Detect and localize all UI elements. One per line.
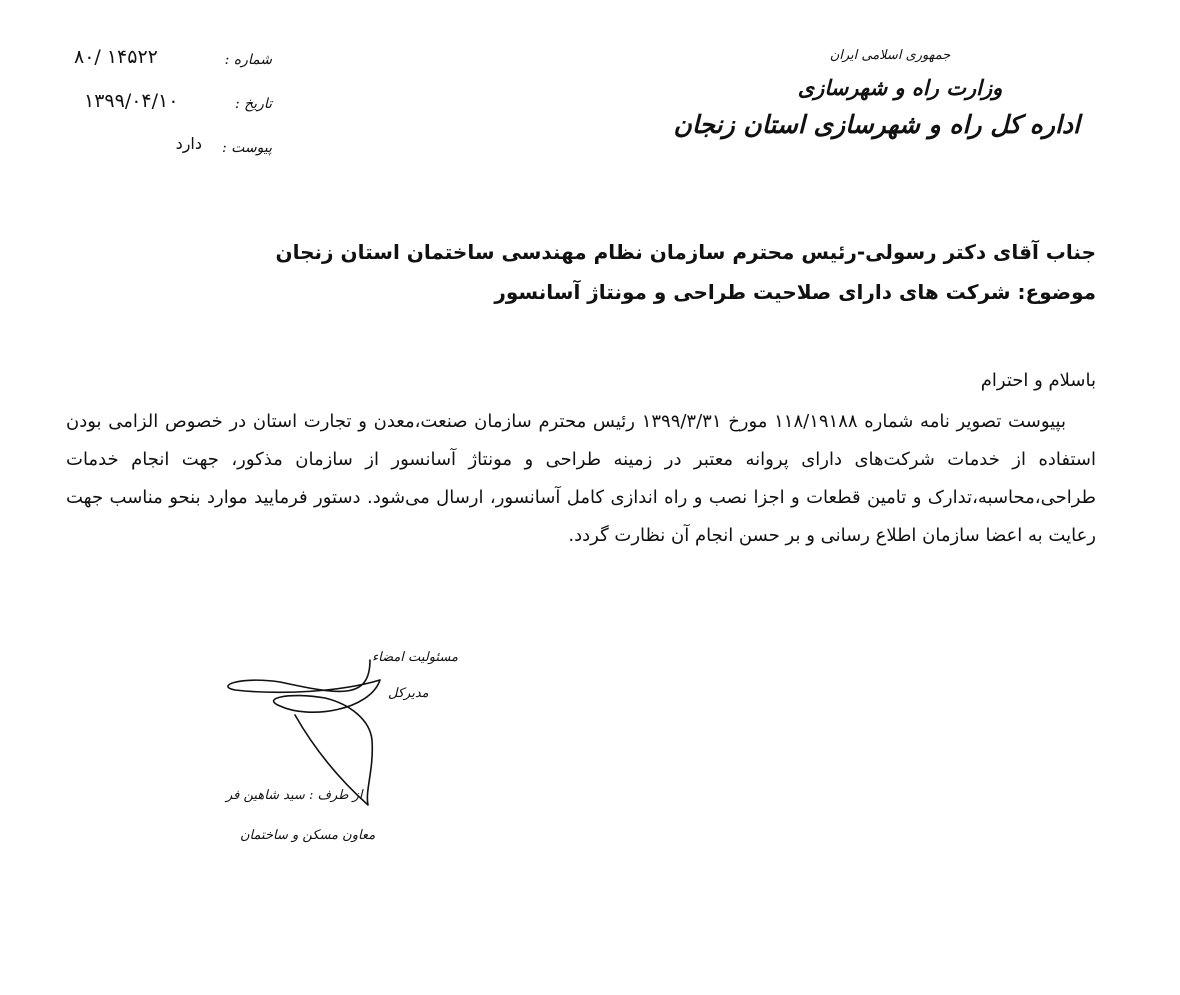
meta-attachment-row — [70, 134, 280, 164]
meta-number-label: شماره : — [224, 52, 272, 68]
signature-title-line2: مدیرکل — [388, 686, 429, 701]
recipient-line: جناب آقای دکتر رسولی-رئیس محترم سازمان نظام مهندسی ساختمان استان زنجان — [275, 240, 1096, 264]
letterhead-ministry: وزارت راه و شهرسازی — [797, 75, 1003, 100]
signature-by-line: از طرف : سید شاهین فر — [226, 788, 363, 803]
meta-attachment-label: پیوست : — [222, 140, 272, 156]
signature-title-line1: مسئولیت امضاء — [372, 650, 458, 665]
greeting: باسلام و احترام — [980, 370, 1096, 391]
meta-number-row — [70, 46, 280, 90]
letterhead-office: اداره کل راه و شهرسازی استان زنجان — [673, 110, 1080, 139]
meta-date-row — [70, 90, 280, 134]
letterhead — [673, 48, 1080, 139]
meta-number-value: ۸۰/ ۱۴۵۲۲ — [74, 46, 158, 68]
meta-attachment-value: دارد — [175, 134, 202, 153]
letter-headings — [76, 240, 1096, 320]
body-paragraph: بپیوست تصویر نامه شماره ۱۱۸/۱۹۱۸۸ مورخ ۱۳۹۹/۳/۳۱ رئیس محترم سازمان صنعت،معدن و تجارت استان در خصوص الزامی بودن استفاده از خدمات شرکت‌های دارای پروانه معتبر در زمینه طراحی و مونتاژ آسانسور از سازمان مذکور، جهت انجام خدمات طراحی،محاسبه،تدارک و تامین قطعات و اجزا نصب و راه اندازی کامل آسانسور، ارسال می‌شود. دستور فرمایید موارد بنحو مناسب جهت رعایت به اعضا سازمان اطلاع رسانی و بر حسن انجام آن نظارت گردد. — [66, 411, 1096, 546]
letterhead-republic: جمهوری اسلامی ایران — [829, 48, 951, 63]
letter-meta — [70, 46, 280, 164]
letter-body — [66, 370, 1096, 555]
signature-block — [220, 640, 460, 870]
meta-date-label: تاریخ : — [234, 96, 272, 112]
signature-deputy-line: معاون مسکن و ساختمان — [240, 828, 376, 843]
meta-date-value: ۱۳۹۹/۰۴/۱۰ — [84, 90, 179, 112]
subject-line: موضوع: شرکت های دارای صلاحیت طراحی و مونتاژ آسانسور — [494, 280, 1096, 304]
